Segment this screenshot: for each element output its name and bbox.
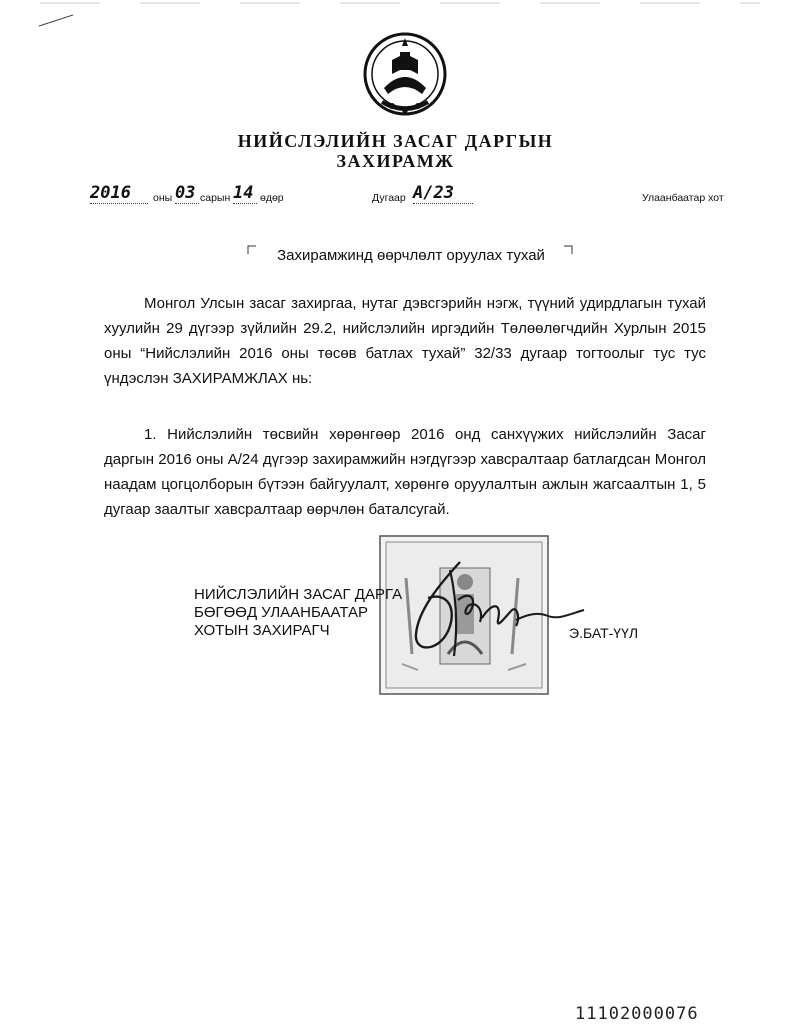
org-title-line1: НИЙСЛЭЛИЙН ЗАСАГ ДАРГЫН	[237, 131, 554, 151]
body-paragraph-1	[104, 291, 706, 391]
month-value: 03	[175, 183, 199, 204]
preamble-text: Монгол Улсын засаг захиргаа, нутаг дэвсгэрийн нэгж, түүний удирдлагын тухай хуулийн 29 дүгээр зүйлийн 29.2, нийслэлийн иргэдийн Төлөөлөгчдийн Хурлын 2015 оны “Нийслэлийн 2016 оны төсөв батлах тухай” 32/33 дугаар тогтоолыг тус тус үндэслэн ЗАХИРАМЖЛАХ нь:	[104, 295, 706, 387]
month-label: сарын	[200, 192, 231, 204]
corner-pen-mark	[39, 14, 74, 26]
day-label: өдөр	[260, 192, 284, 204]
org-title	[0, 131, 791, 171]
date-day	[233, 183, 257, 204]
number-label: Дугаар	[372, 192, 406, 204]
handwritten-signature	[398, 556, 588, 666]
signatory-title	[194, 586, 402, 640]
order-number-value: А/23	[413, 183, 473, 204]
date-year	[90, 183, 148, 204]
year-value: 2016	[90, 183, 148, 204]
decision-clause-1: 1. Нийслэлийн төсвийн хөрөнгөөр 2016 онд санхүүжих нийслэлийн Засаг даргын 2016 оны А/24 дүгээр захирамжийн нэгдүгээр хавсралтаар батлагдсан Монгол наадам цогцолборын бүтээн байгуулалт, хөрөнгө оруулалтын ажлын жагсаалтын 1, 5 дугаар заалтыг хавсралтаар өөрчлөн баталсугай.	[104, 426, 706, 518]
org-title-line2: ЗАХИРАМЖ	[336, 151, 455, 171]
date-month	[175, 183, 199, 204]
signatory-title-line3: ХОТЫН ЗАХИРАГЧ	[194, 622, 330, 639]
subject-title: Захирамжинд өөрчлөлт оруулах тухай	[277, 247, 545, 264]
signatory-title-line1: НИЙСЛЭЛИЙН ЗАСАГ ДАРГА	[194, 586, 403, 603]
document-number-field	[413, 183, 473, 204]
signatory-name: Э.БАТ-ҮҮЛ	[569, 625, 639, 641]
body-paragraph-2	[104, 422, 706, 522]
place-label: Улаанбаатар хот	[642, 192, 724, 204]
document-serial-number: 11102000076	[575, 1004, 699, 1024]
scan-edge-mark	[40, 0, 760, 6]
state-emblem-icon	[362, 30, 448, 120]
year-label: оны	[153, 192, 173, 204]
day-value: 14	[233, 183, 257, 204]
signatory-title-line2: БӨГӨӨД УЛААНБААТАР	[194, 604, 369, 621]
